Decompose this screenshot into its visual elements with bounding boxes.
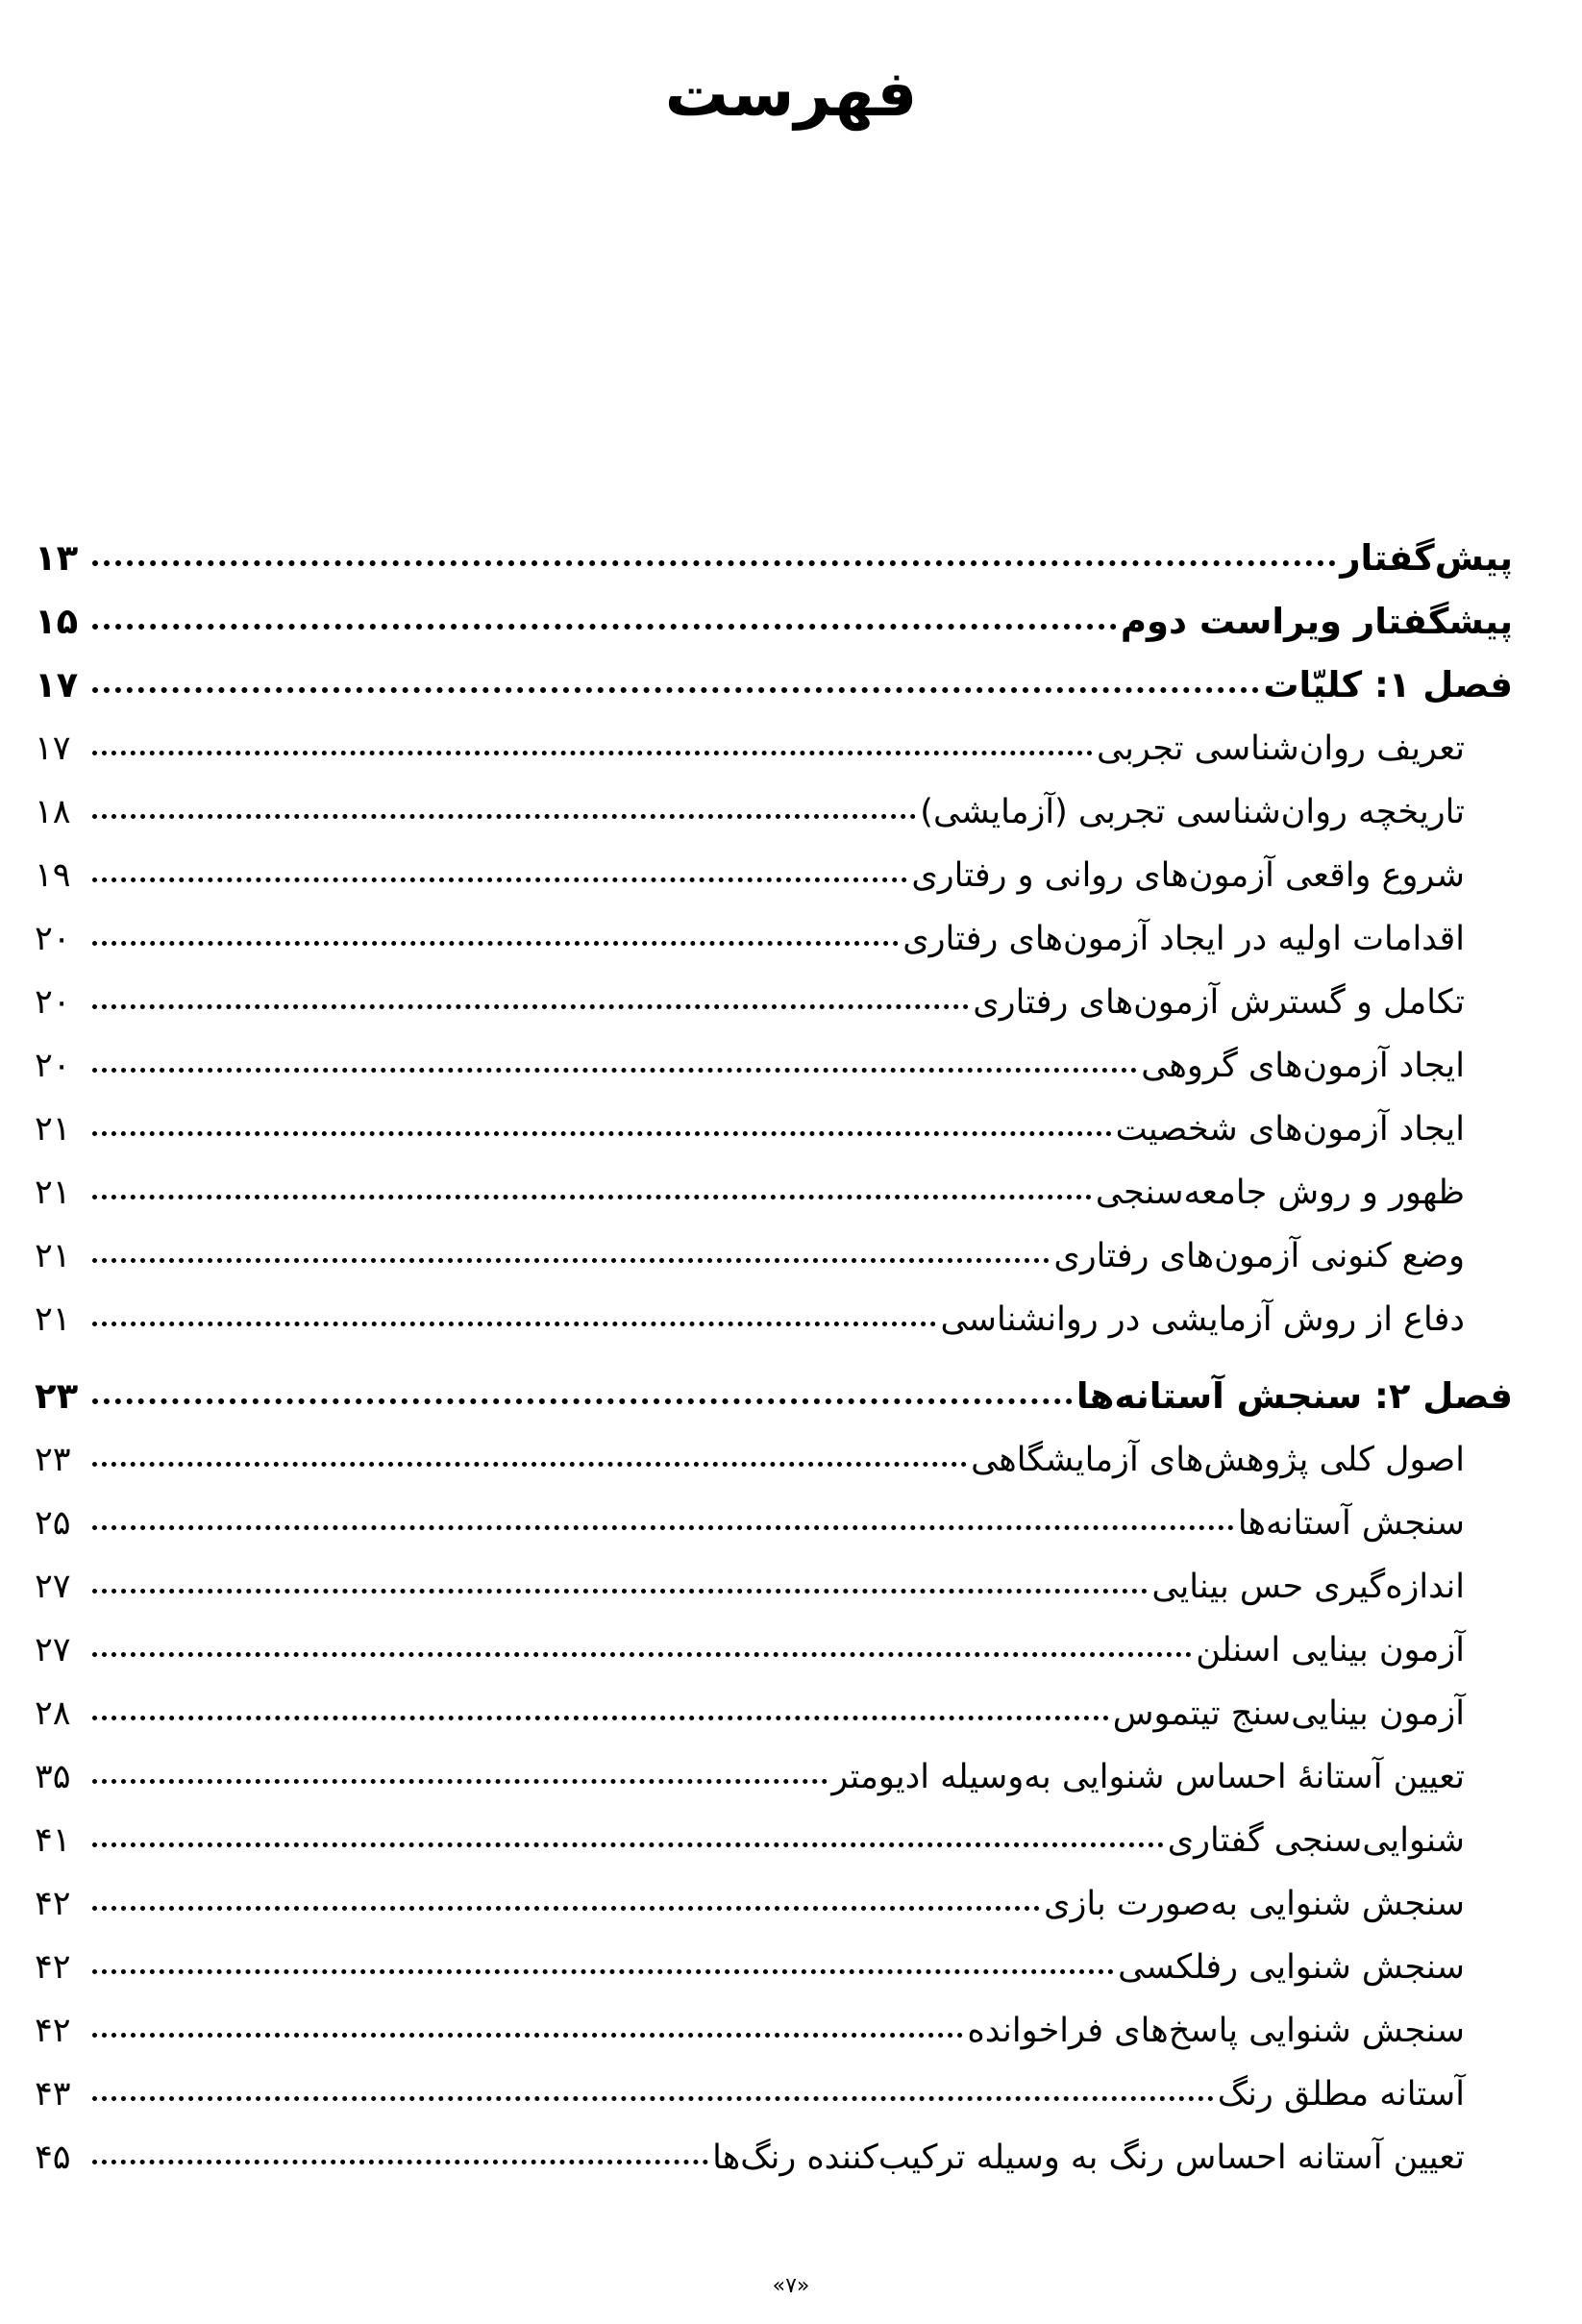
toc-entry[interactable] (35, 2126, 1513, 2189)
toc-entry[interactable] (35, 717, 1513, 780)
toc-page-number: ۲۱ (35, 1300, 71, 1339)
dot-leader (92, 1589, 1148, 1594)
toc-entry-label: تعریف روان‌شناسی تجربی (1096, 729, 1465, 768)
toc-page-number: ۲۷ (35, 1631, 71, 1669)
toc-entry[interactable] (35, 1492, 1513, 1555)
dot-leader (92, 1131, 1112, 1136)
toc-entry-preface[interactable] (35, 527, 1513, 590)
toc-entry-label: آزمون بینایی‌سنج تیتموس (1112, 1694, 1465, 1733)
dot-leader (92, 1462, 967, 1467)
page-number-footer: «۷» (772, 2274, 810, 2298)
toc-entry-label: اندازه‌گیری حس بینایی (1151, 1568, 1465, 1606)
toc-page-number: ۲۵ (35, 1504, 71, 1543)
toc-page-number: ۴۲ (35, 2012, 71, 2050)
toc-entry[interactable] (35, 1936, 1513, 1999)
toc-entry-label: آزمون بینایی اسنلن (1196, 1631, 1465, 1669)
toc-entry[interactable] (35, 2063, 1513, 2126)
dot-leader (92, 1842, 1164, 1847)
dot-leader (92, 1906, 1040, 1911)
toc-entry-label: ظهور و روش جامعه‌سنجی (1095, 1174, 1465, 1212)
toc-page-number: ۲۸ (35, 1694, 71, 1733)
toc-page-number: ۱۷ (35, 664, 79, 705)
toc-entry[interactable] (35, 1098, 1513, 1161)
dot-leader (92, 1398, 1073, 1404)
dot-leader (92, 1525, 1234, 1530)
dot-leader (92, 2096, 1214, 2101)
dot-leader (92, 941, 899, 946)
toc-page-number: ۲۰ (35, 1047, 71, 1085)
toc-entry-label: تعیین آستانۀ احساس شنوایی به‌وسیله ادیومتر (831, 1758, 1465, 1796)
dot-leader (92, 1969, 1114, 1974)
toc-page-number: ۱۵ (35, 601, 79, 642)
toc-entry-label: اقدامات اولیه در ایجاد آزمون‌های رفتاری (902, 920, 1465, 958)
toc-entry-label: شروع واقعی آزمون‌های روانی و رفتاری (911, 856, 1465, 895)
dot-leader (92, 2033, 963, 2038)
toc-entry[interactable] (35, 1809, 1513, 1872)
toc-page-number: ۳۵ (35, 1758, 71, 1796)
toc-entry-label: وضع کنونی آزمون‌های رفتاری (1053, 1237, 1465, 1275)
dot-leader (92, 2160, 708, 2164)
toc-entry[interactable] (35, 1999, 1513, 2063)
toc-entry[interactable] (35, 1034, 1513, 1098)
dot-leader (92, 1322, 936, 1326)
dot-leader (92, 1195, 1092, 1199)
toc-page-number: ۱۹ (35, 856, 71, 895)
page-title: فهرست (664, 57, 918, 131)
toc-entry-label: تکامل و گسترش آزمون‌های رفتاری (973, 983, 1465, 1022)
toc-page-number: ۲۰ (35, 920, 71, 958)
toc-entry-label: پیش‌گفتار (1340, 537, 1513, 579)
toc-page-number: ۲۱ (35, 1110, 71, 1149)
toc-entry-label: فصل ۲: سنجش آستانه‌ها (1075, 1375, 1513, 1417)
toc-entry[interactable] (35, 971, 1513, 1034)
toc-page-number: ۱۷ (35, 729, 71, 768)
toc-entry[interactable] (35, 1428, 1513, 1492)
toc-entry[interactable] (35, 780, 1513, 844)
dot-leader (92, 1716, 1109, 1720)
dot-leader (92, 687, 1259, 693)
dot-leader (92, 1068, 1137, 1073)
dot-leader (92, 624, 1117, 630)
toc-page-number: ۴۱ (35, 1821, 71, 1860)
dot-leader (92, 751, 1093, 755)
toc-page-number: ۲۷ (35, 1568, 71, 1606)
toc-entry-chapter-1[interactable] (35, 654, 1513, 717)
toc-entry-label: تعیین آستانه احساس رنگ به وسیله ترکیب‌کننده رنگ‌ها (712, 2139, 1465, 2177)
dot-leader (92, 814, 916, 819)
dot-leader (92, 878, 907, 882)
toc-entry[interactable] (35, 1161, 1513, 1224)
toc-entry-label: فصل ۱: کلیّات (1263, 664, 1513, 705)
toc-entry-label: تاریخچه روان‌شناسی تجربی (آزمایشی) (920, 793, 1465, 831)
toc-entry-label: سنجش آستانه‌ها (1237, 1504, 1465, 1543)
toc-entry[interactable] (35, 907, 1513, 971)
toc-page-number: ۲۱ (35, 1237, 71, 1275)
toc-page-number: ۴۳ (35, 2075, 71, 2114)
toc-entry[interactable] (35, 844, 1513, 907)
toc-entry[interactable] (35, 1619, 1513, 1682)
toc-entry-label: اصول کلی پژوهش‌های آزمایشگاهی (971, 1441, 1465, 1479)
toc-page-number: ۱۸ (35, 793, 71, 831)
toc-entry-label: شنوایی‌سنجی گفتاری (1167, 1821, 1465, 1860)
table-of-contents (35, 527, 1513, 2189)
toc-entry[interactable] (35, 1555, 1513, 1619)
toc-page-number: ۴۲ (35, 1885, 71, 1923)
toc-page-number: ۱۳ (35, 537, 79, 579)
toc-entry-chapter-2[interactable] (35, 1365, 1513, 1428)
toc-entry[interactable] (35, 1682, 1513, 1745)
toc-entry-label: سنجش شنوایی رفلکسی (1118, 1948, 1465, 1987)
toc-page-number: ۲۱ (35, 1174, 71, 1212)
dot-leader (92, 560, 1336, 566)
toc-entry[interactable] (35, 1224, 1513, 1288)
toc-page-number: ۴۵ (35, 2139, 71, 2177)
toc-entry-label: سنجش شنوایی به‌صورت بازی (1044, 1885, 1465, 1923)
toc-entry-label: ایجاد آزمون‌های شخصیت (1115, 1110, 1465, 1149)
toc-entry-label: سنجش شنوایی پاسخ‌های فراخوانده (967, 2012, 1465, 2050)
toc-entry-preface-second-edition[interactable] (35, 590, 1513, 654)
toc-page-number: ۲۳ (35, 1375, 79, 1417)
toc-entry-label: دفاع از روش آزمایشی در روانشناسی (940, 1300, 1465, 1339)
toc-entry-label: ایجاد آزمون‌های گروهی (1141, 1047, 1465, 1085)
toc-entry-label: آستانه مطلق رنگ (1217, 2075, 1465, 2114)
dot-leader (92, 1779, 828, 1784)
dot-leader (92, 1004, 969, 1009)
toc-page-number: ۴۲ (35, 1948, 71, 1987)
toc-entry[interactable] (35, 1872, 1513, 1936)
toc-entry-label: پیشگفتار ویراست دوم (1120, 601, 1513, 642)
dot-leader (92, 1258, 1050, 1263)
toc-page-number: ۲۳ (35, 1441, 71, 1479)
toc-entry[interactable] (35, 1745, 1513, 1809)
dot-leader (92, 1652, 1192, 1657)
toc-entry[interactable] (35, 1288, 1513, 1351)
toc-page-number: ۲۰ (35, 983, 71, 1022)
